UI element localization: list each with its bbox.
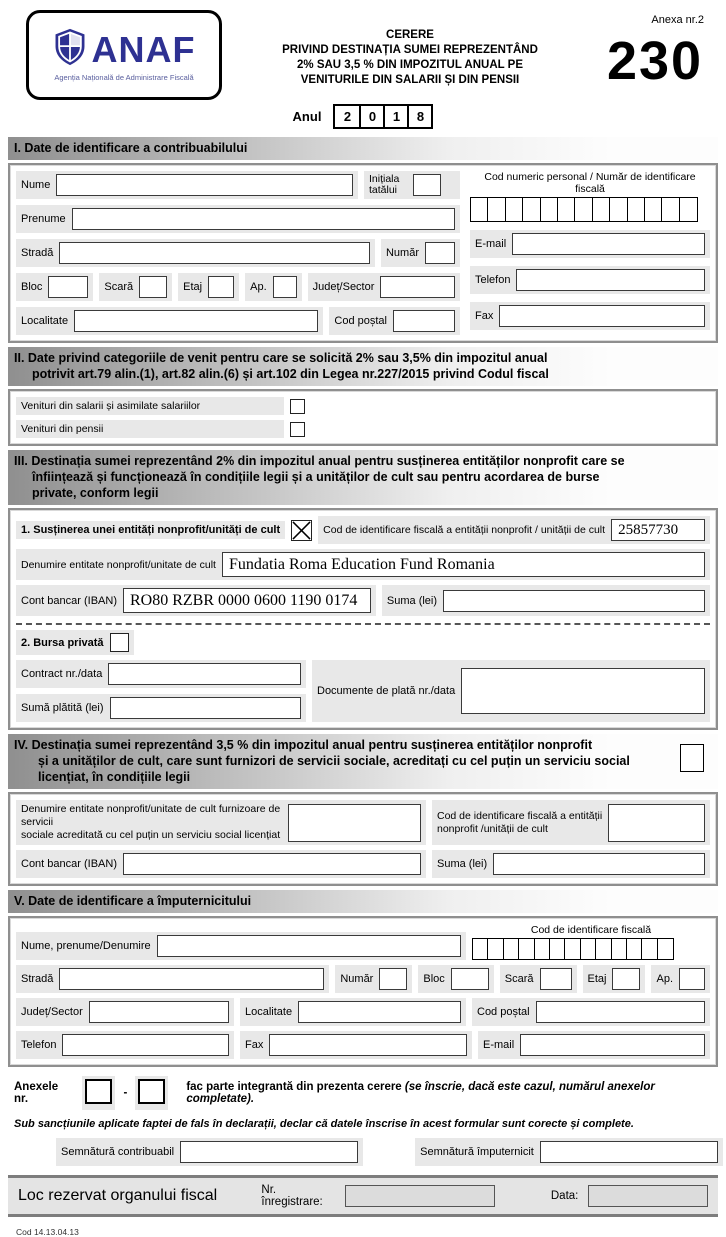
cif-entitate-field: [318, 516, 710, 544]
s5-ap-label: Ap.: [656, 973, 673, 985]
semnatura-imputernicit-label: Semnătură împuternicit: [420, 1146, 534, 1158]
suma-platita-field: [16, 694, 306, 722]
s5-numar-input[interactable]: [379, 968, 407, 990]
semnatura-imputernicit-input[interactable]: [540, 1141, 718, 1163]
year-digit-cell[interactable]: 2: [335, 106, 359, 127]
section5-header: V. Date de identificare a împuternicitului: [8, 890, 718, 913]
s5-scara-input[interactable]: [540, 968, 572, 990]
initiala-input[interactable]: [413, 174, 441, 196]
s5-email-label: E-mail: [483, 1039, 515, 1051]
telefon-field: [470, 266, 710, 294]
s4-denumire-field: [16, 800, 426, 845]
judet-label: Județ/Sector: [312, 281, 375, 293]
year-row: [8, 104, 718, 129]
venituri-salarii-checkbox[interactable]: [290, 399, 305, 414]
s4-denumire-label: [21, 803, 282, 842]
cnp-cell[interactable]: [487, 197, 506, 222]
s4-cif-label: [437, 810, 602, 836]
nr-inregistrare-label: Nr. înregistrare:: [261, 1184, 323, 1208]
section2-title-line1: II. Date privind categoriile de venit pentru care se solicită 2% sau 3,5% din impozitul anual: [14, 351, 548, 365]
anexe-text: fac parte integrantă din prezenta cerere: [186, 1081, 402, 1093]
bloc-label: Bloc: [21, 281, 43, 293]
s5-email-field: [478, 1031, 710, 1059]
email-field: [470, 230, 710, 258]
anexe-row: [14, 1076, 718, 1110]
s5-strada-label: Stradă: [21, 973, 54, 985]
s4-iban-input[interactable]: [123, 853, 421, 875]
ap-field: [245, 273, 302, 301]
s5-fax-label: Fax: [245, 1039, 264, 1051]
cnp-cell[interactable]: [505, 197, 524, 222]
s5-email-input[interactable]: [520, 1034, 705, 1056]
cnp-cell[interactable]: [679, 197, 698, 222]
s4-suma-field: [432, 850, 710, 878]
section1-box: [8, 163, 718, 343]
s4-suma-label: Suma (lei): [437, 858, 488, 870]
form-code: Cod 14.13.04.13: [16, 1227, 79, 1237]
s5-ap-field: [651, 965, 710, 993]
ap-label: Ap.: [250, 281, 267, 293]
fax-field: [470, 302, 710, 330]
etaj-label: Etaj: [183, 281, 203, 293]
s4-denumire-label-line2: sociale acreditată cu cel puțin un serviciu social licențiat: [21, 829, 281, 841]
cnp-cells: [470, 197, 710, 222]
anaf-logo: [26, 10, 222, 100]
data-input[interactable]: [588, 1185, 708, 1207]
bloc-input[interactable]: [48, 276, 88, 298]
s5-cod-postal-label: Cod poștal: [477, 1006, 530, 1018]
section3-title-line1: III. Destinația sumei reprezentând 2% din impozitul anual pentru susținerea entităților nonprofit care se: [14, 454, 625, 468]
s5-strada-field: [16, 965, 329, 993]
year-digit-cell[interactable]: 8: [407, 106, 431, 127]
cnp-cell[interactable]: [557, 197, 576, 222]
s5-localitate-field: [240, 998, 466, 1026]
nr-inregistrare-input[interactable]: [345, 1185, 495, 1207]
venituri-pensii-checkbox[interactable]: [290, 422, 305, 437]
scara-field: [99, 273, 172, 301]
section2-header: [8, 347, 718, 386]
s4-cif-field: [432, 800, 710, 845]
iban-field: [16, 585, 376, 616]
denumire-entitate-field: [16, 549, 710, 580]
strada-field: [16, 239, 375, 267]
documente-plata-input[interactable]: [461, 668, 705, 714]
form-title-line2: PRIVIND DESTINAȚIA SUMEI REPREZENTÂND: [282, 44, 538, 56]
judet-input[interactable]: [380, 276, 455, 298]
anexe-note: (se înscrie, dacă este cazul, numărul anexelor completate).: [186, 1081, 655, 1105]
denumire-entitate-label: Denumire entitate nonprofit/unitate de cult: [21, 558, 216, 571]
section3-box: [8, 508, 718, 730]
suma-field: [382, 585, 710, 616]
cnp-label: Cod numeric personal / Număr de identificare fiscală: [484, 171, 696, 195]
contract-field: [16, 660, 306, 688]
year-digit-cell[interactable]: 0: [359, 106, 383, 127]
anaf-logo-subtitle: Agenția Națională de Administrare Fiscală: [54, 73, 194, 82]
initiala-label: Inițiala tatălui: [369, 173, 400, 196]
year-label: Anul: [292, 109, 322, 124]
sustinere-entitate-checkbox[interactable]: [291, 520, 312, 541]
s5-scara-field: [500, 965, 577, 993]
suma-platita-label: Sumă plătită (lei): [21, 702, 104, 714]
s5-telefon-input[interactable]: [62, 1034, 229, 1056]
s5-bloc-input[interactable]: [451, 968, 489, 990]
section1-header: I. Date de identificare a contribuabilului: [8, 137, 718, 160]
form-title: [222, 10, 598, 88]
section3-header: [8, 450, 718, 505]
s5-scara-label: Scară: [504, 973, 534, 985]
s5-nume-field: [16, 932, 466, 960]
signature-row: [56, 1138, 718, 1166]
numar-input[interactable]: [425, 242, 455, 264]
anexe-dash: -: [123, 1087, 128, 1099]
prenume-input[interactable]: [72, 208, 455, 230]
anexe-box2-chip: [135, 1076, 168, 1110]
s5-localitate-input[interactable]: [298, 1001, 461, 1023]
s5-cif-cells: [472, 938, 710, 960]
iban-label: Cont bancar (IBAN): [21, 594, 117, 607]
telefon-input[interactable]: [516, 269, 705, 291]
nume-label: Nume: [21, 179, 51, 191]
declaration-text: Sub sancțiunile aplicate faptei de fals în declarații, declar că datele înscrise în acest formular sunt corecte și complete.: [14, 1118, 634, 1130]
section5-box: [8, 916, 718, 1067]
s5-fax-field: [240, 1031, 472, 1059]
venituri-salarii-label: Venituri din salarii și asimilate salariilor: [21, 400, 201, 412]
s4-cif-label-line1: Cod de identificare fiscală a entității: [437, 809, 603, 822]
s4-suma-input[interactable]: [493, 853, 705, 875]
cif-entitate-label: Cod de identificare fiscală a entității nonprofit / unității de cult: [323, 524, 606, 536]
form-number: 230: [606, 31, 704, 91]
s5-bloc-field: [418, 965, 493, 993]
fax-input[interactable]: [499, 305, 705, 327]
section4-checkbox[interactable]: [680, 744, 704, 772]
contract-input[interactable]: [108, 663, 301, 685]
anexe-box2[interactable]: [138, 1079, 165, 1104]
dashed-divider: [16, 623, 710, 625]
denumire-entitate-input[interactable]: Fundatia Roma Education Fund Romania: [222, 552, 705, 577]
numar-label: Număr: [385, 247, 419, 259]
section4-title-line3: licențiat, în condițiile legii: [38, 770, 191, 784]
cnp-cell[interactable]: [592, 197, 611, 222]
s5-nume-label: Nume, prenume/Denumire: [21, 940, 151, 952]
venituri-salarii-field: [16, 397, 284, 415]
numar-field: [381, 239, 460, 267]
anaf-shield-icon: [53, 28, 87, 71]
anexe-label: Anexele nr.: [14, 1081, 59, 1105]
s5-numar-label: Număr: [340, 973, 374, 985]
nume-field: [16, 171, 358, 199]
localitate-field: [16, 307, 323, 335]
s5-cod-postal-input[interactable]: [536, 1001, 705, 1023]
s4-iban-label: Cont bancar (IBAN): [21, 858, 117, 870]
section4-header: [8, 734, 718, 789]
cod-postal-label: Cod poștal: [334, 315, 387, 327]
form-header: [8, 10, 718, 100]
section2-box: [8, 389, 718, 446]
anexe-box1[interactable]: [85, 1079, 112, 1104]
localitate-label: Localitate: [21, 315, 69, 327]
bloc-field: [16, 273, 93, 301]
venituri-pensii-label: Venituri din pensii: [21, 423, 104, 435]
cod-postal-input[interactable]: [393, 310, 455, 332]
sustinere-entitate-label: 1. Susținerea unei entități nonprofit/unități de cult: [21, 524, 281, 536]
s4-cif-label-line2: nonprofit /unității de cult: [437, 822, 548, 835]
judet-field: [308, 273, 460, 301]
semnatura-imputernicit-field: [415, 1138, 723, 1166]
annex-label: Anexa nr.2: [651, 14, 704, 26]
scara-label: Scară: [104, 281, 134, 293]
suma-input[interactable]: [443, 590, 705, 612]
iban-input[interactable]: RO80 RZBR 0000 0600 1190 0174: [123, 588, 371, 613]
localitate-input[interactable]: [74, 310, 318, 332]
cnp-field: [470, 171, 710, 222]
documente-plata-label: Documente de plată nr./data: [317, 685, 456, 697]
s5-cod-postal-field: [472, 998, 710, 1026]
sustinere-entitate-field: [16, 521, 285, 539]
form-header-right: [598, 10, 718, 91]
loc-rezervat-bar: [8, 1175, 718, 1217]
bursa-privata-checkbox[interactable]: [110, 633, 129, 652]
cnp-cell[interactable]: [627, 197, 646, 222]
form-title-line4: VENITURILE DIN SALARII ȘI DIN PENSII: [300, 74, 520, 86]
semnatura-contribuabil-label: Semnătură contribuabil: [61, 1146, 175, 1158]
suma-platita-input[interactable]: [110, 697, 301, 719]
venituri-pensii-field: [16, 420, 284, 438]
s5-fax-input[interactable]: [269, 1034, 467, 1056]
s5-judet-field: [16, 998, 234, 1026]
cnp-cell[interactable]: [522, 197, 541, 222]
cif-cell[interactable]: [657, 938, 674, 960]
s5-cif-label: Cod de identificare fiscală: [530, 924, 652, 936]
s5-judet-input[interactable]: [89, 1001, 229, 1023]
cnp-cell[interactable]: [540, 197, 559, 222]
cnp-cell[interactable]: [470, 197, 489, 222]
nume-input[interactable]: [56, 174, 353, 196]
contract-label: Contract nr./data: [21, 668, 103, 680]
prenume-label: Prenume: [21, 213, 66, 225]
cif-entitate-input[interactable]: 25857730: [611, 519, 705, 541]
prenume-field: [16, 205, 460, 233]
s4-denumire-input[interactable]: [288, 804, 421, 842]
email-input[interactable]: [512, 233, 705, 255]
semnatura-contribuabil-field: [56, 1138, 363, 1166]
loc-rezervat-label: Loc rezervat organului fiscal: [18, 1187, 218, 1204]
s5-etaj-input[interactable]: [612, 968, 640, 990]
s5-telefon-field: [16, 1031, 234, 1059]
documente-plata-field: [312, 660, 710, 722]
s5-strada-input[interactable]: [59, 968, 324, 990]
semnatura-contribuabil-input[interactable]: [180, 1141, 358, 1163]
s5-cif-field: [472, 924, 710, 960]
anaf-logo-text: ANAF: [91, 28, 196, 70]
section4-title-line2: și a unităților de cult, care sunt furnizori de servicii sociale, acreditați cu cel puțin un serviciu social: [38, 754, 630, 768]
ap-input[interactable]: [273, 276, 297, 298]
anexe-box1-chip: [82, 1076, 115, 1110]
section3-title-line2: înființează și funcționează în condițiile legii și a unităților de cult sau pentru acordarea de burse: [32, 470, 600, 484]
form-title-line1: CERERE: [386, 29, 434, 41]
s5-telefon-label: Telefon: [21, 1039, 57, 1051]
year-digit-cell[interactable]: 1: [383, 106, 407, 127]
s4-denumire-label-line1: Denumire entitate nonprofit/unitate de cult furnizoare de servicii: [21, 803, 281, 828]
cod-postal-field: [329, 307, 460, 335]
section2-title-line2: potrivit art.79 alin.(1), art.82 alin.(6) și art.102 din Legea nr.227/2015 privind Codul fiscal: [32, 367, 549, 381]
s4-iban-field: [16, 850, 426, 878]
s5-bloc-label: Bloc: [423, 973, 445, 985]
s4-cif-input[interactable]: [608, 804, 705, 842]
bursa-privata-label: 2. Bursa privată: [21, 636, 104, 649]
cnp-cell[interactable]: [574, 197, 593, 222]
email-label: E-mail: [475, 238, 507, 250]
suma-label: Suma (lei): [386, 594, 438, 607]
etaj-field: [178, 273, 239, 301]
form-title-line3: 2% SAU 3,5 % DIN IMPOZITUL ANUAL PE: [297, 59, 523, 71]
scara-input[interactable]: [139, 276, 167, 298]
strada-label: Stradă: [21, 247, 54, 259]
year-cells: [333, 104, 433, 129]
s5-judet-label: Județ/Sector: [21, 1006, 83, 1018]
initiala-field: [364, 171, 460, 199]
s5-nume-input[interactable]: [157, 935, 461, 957]
cnp-cell[interactable]: [644, 197, 663, 222]
s5-numar-field: [335, 965, 412, 993]
s5-etaj-label: Etaj: [587, 973, 607, 985]
section3-title-line3: private, conform legii: [32, 486, 159, 500]
section4-box: [8, 792, 718, 886]
bursa-privata-field: [16, 630, 134, 655]
data-label: Data:: [550, 1190, 579, 1202]
strada-input[interactable]: [59, 242, 370, 264]
s5-localitate-label: Localitate: [245, 1006, 293, 1018]
checked-x-icon: [292, 521, 311, 540]
section4-title-line1: IV. Destinația sumei reprezentând 3,5 % din impozitul anual pentru susținerea entităților nonprofit: [14, 738, 593, 752]
telefon-label: Telefon: [475, 274, 511, 286]
s5-ap-input[interactable]: [679, 968, 705, 990]
cnp-cell[interactable]: [661, 197, 680, 222]
fax-label: Fax: [475, 310, 494, 322]
s5-etaj-field: [583, 965, 646, 993]
cnp-cell[interactable]: [609, 197, 628, 222]
etaj-input[interactable]: [208, 276, 234, 298]
